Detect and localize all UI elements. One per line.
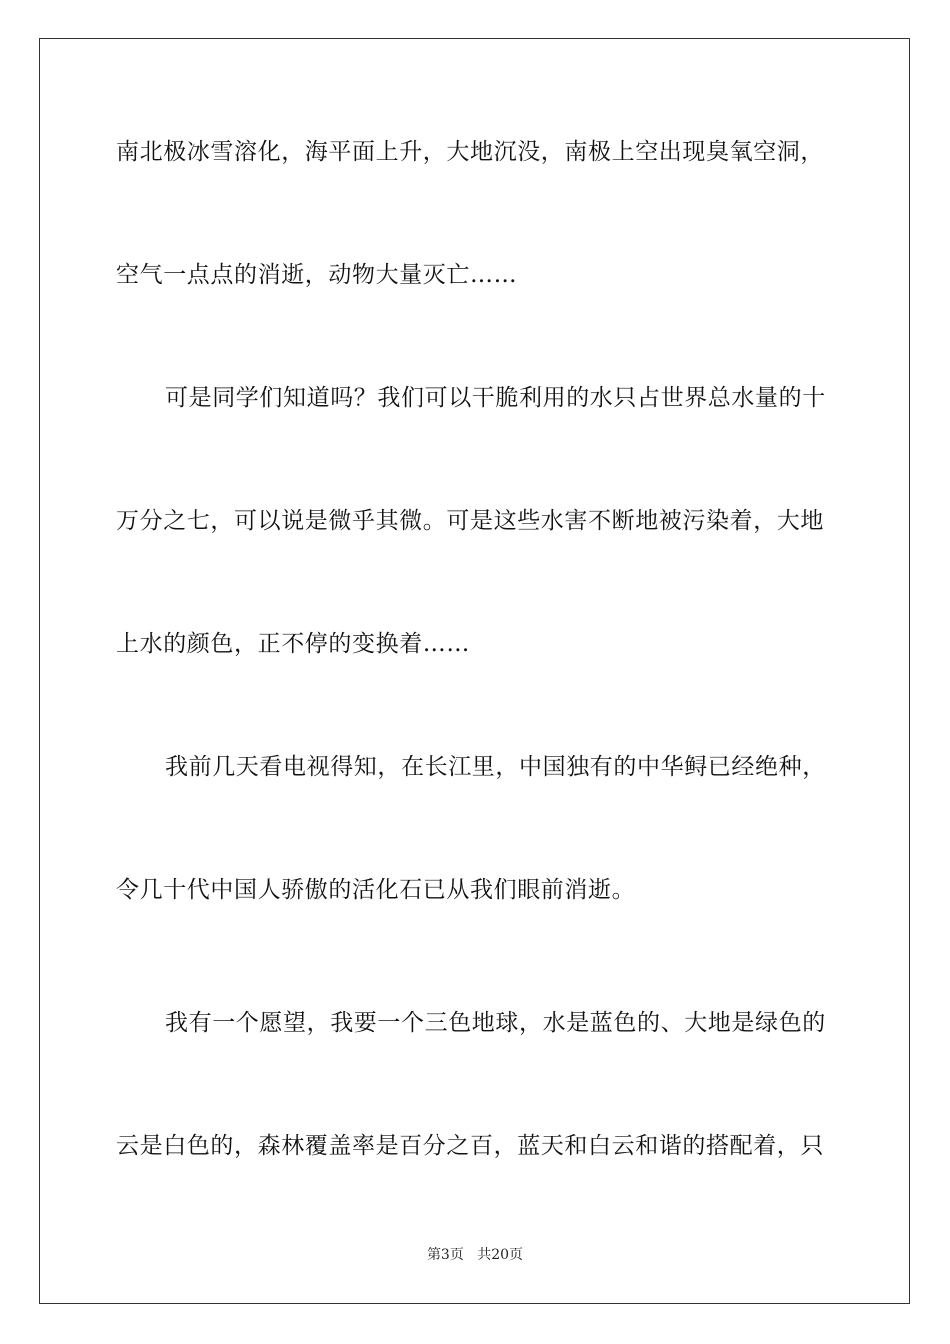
text-line: 我有一个愿望，我要一个三色地球，水是蓝色的、大地是绿色的 xyxy=(165,1010,826,1036)
text-line: 我前几天看电视得知，在长江里，中国独有的中华鲟已经绝种， xyxy=(165,754,826,780)
text-line: 可是同学们知道吗？我们可以干脆利用的水只占世界总水量的十 xyxy=(165,385,826,411)
text-line: 上水的颜色，正不停的变换着…… xyxy=(116,631,470,657)
page-number: 第3页 xyxy=(426,1247,464,1263)
page-footer xyxy=(0,1246,950,1264)
text-line: 空气一点点的消逝，动物大量灭亡…… xyxy=(116,262,518,288)
text-line: 万分之七，可以说是微乎其微。可是这些水害不断地被污染着，大地 xyxy=(116,508,824,534)
text-line: 令几十代中国人骄傲的活化石已从我们眼前消逝。 xyxy=(116,877,636,903)
text-line: 云是白色的，森林覆盖率是百分之百，蓝天和白云和谐的搭配着，只 xyxy=(116,1133,824,1159)
page-border xyxy=(39,38,910,1304)
page-total: 共20页 xyxy=(477,1247,524,1263)
text-line: 南北极冰雪溶化，海平面上升，大地沉没，南极上空出现臭氧空洞， xyxy=(116,139,824,165)
